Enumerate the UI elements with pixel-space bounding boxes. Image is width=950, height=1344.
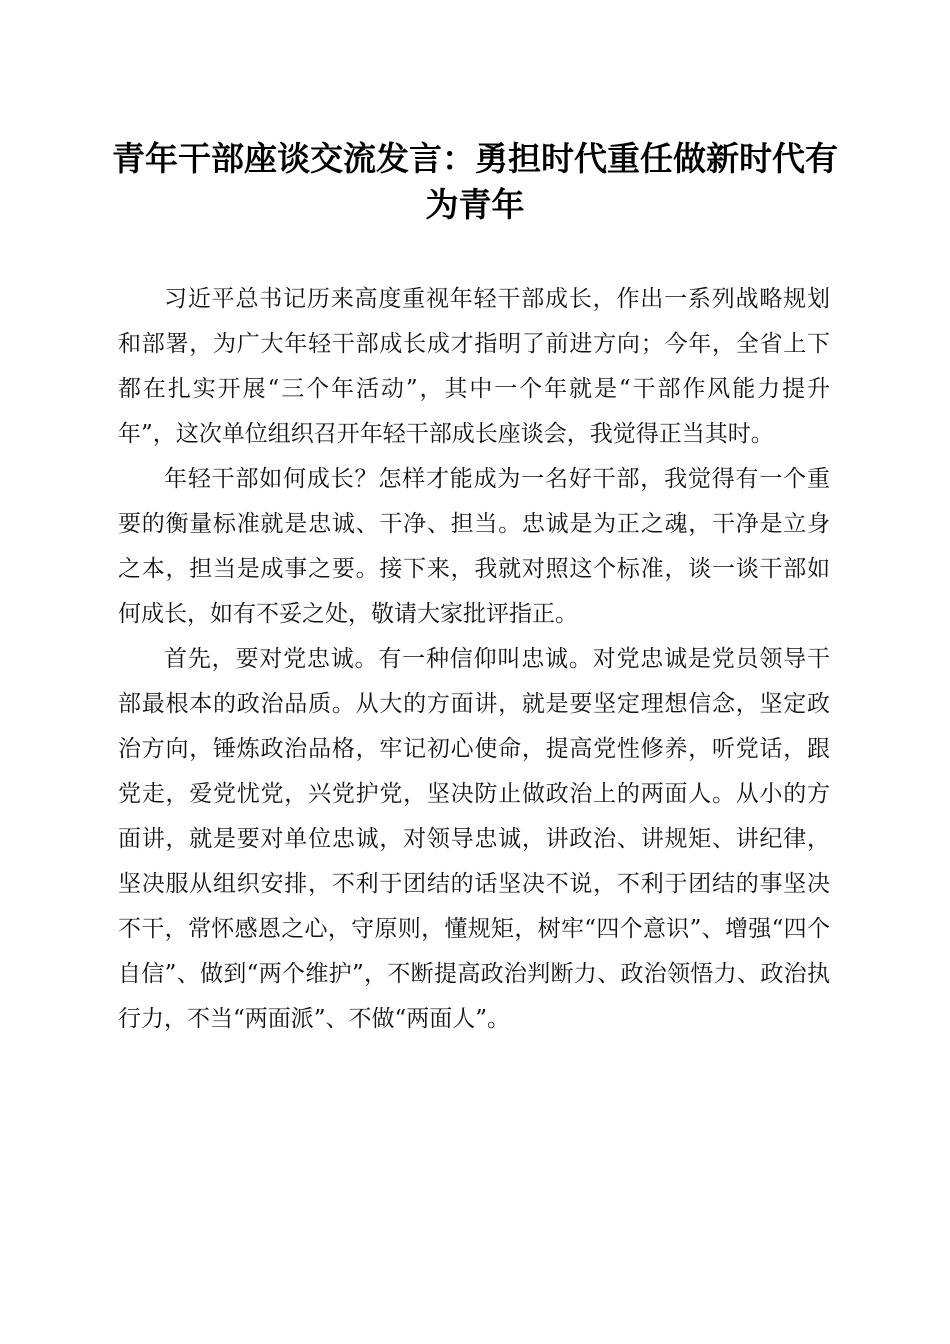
paragraph-1: 习近平总书记历来高度重视年轻干部成长，作出一系列战略规划和部署，为广大年轻干部成长成才指明了前进方向；今年，全省上下都在扎实开展“三个年活动”，其中一个年就是“干部作风能力提升年”，这次单位组织召开年轻干部成长座谈会，我觉得正当其时。 — [118, 286, 830, 447]
document-body — [118, 277, 830, 1042]
document-title: 青年干部座谈交流发言：勇担时代重任做新时代有为青年 — [112, 139, 838, 224]
paragraph-2: 年轻干部如何成长？怎样才能成为一名好干部，我觉得有一个重要的衡量标准就是忠诚、干净、担当。忠诚是为正之魂，干净是立身之本，担当是成事之要。接下来，我就对照这个标准，谈一谈干部如何成长，如有不妥之处，敬请大家批评指正。 — [118, 466, 830, 627]
paragraph-3: 首先，要对党忠诚。有一种信仰叫忠诚。对党忠诚是党员领导干部最根本的政治品质。从大的方面讲，就是要坚定理想信念，坚定政治方向，锤炼政治品格，牢记初心使命，提高党性修养，听党话，跟党走，爱党忧党，兴党护党，坚决防止做政治上的两面人。从小的方面讲，就是要对单位忠诚，对领导忠诚，讲政治、讲规矩、讲纪律，坚决服从组织安排，不利于团结的话坚决不说，不利于团结的事坚决不干，常怀感恩之心，守原则，懂规矩，树牢“四个意识”、增强“四个自信”、做到“两个维护”，不断提高政治判断力、政治领悟力、政治执行力，不当“两面派”、不做“两面人”。 — [118, 646, 830, 1032]
